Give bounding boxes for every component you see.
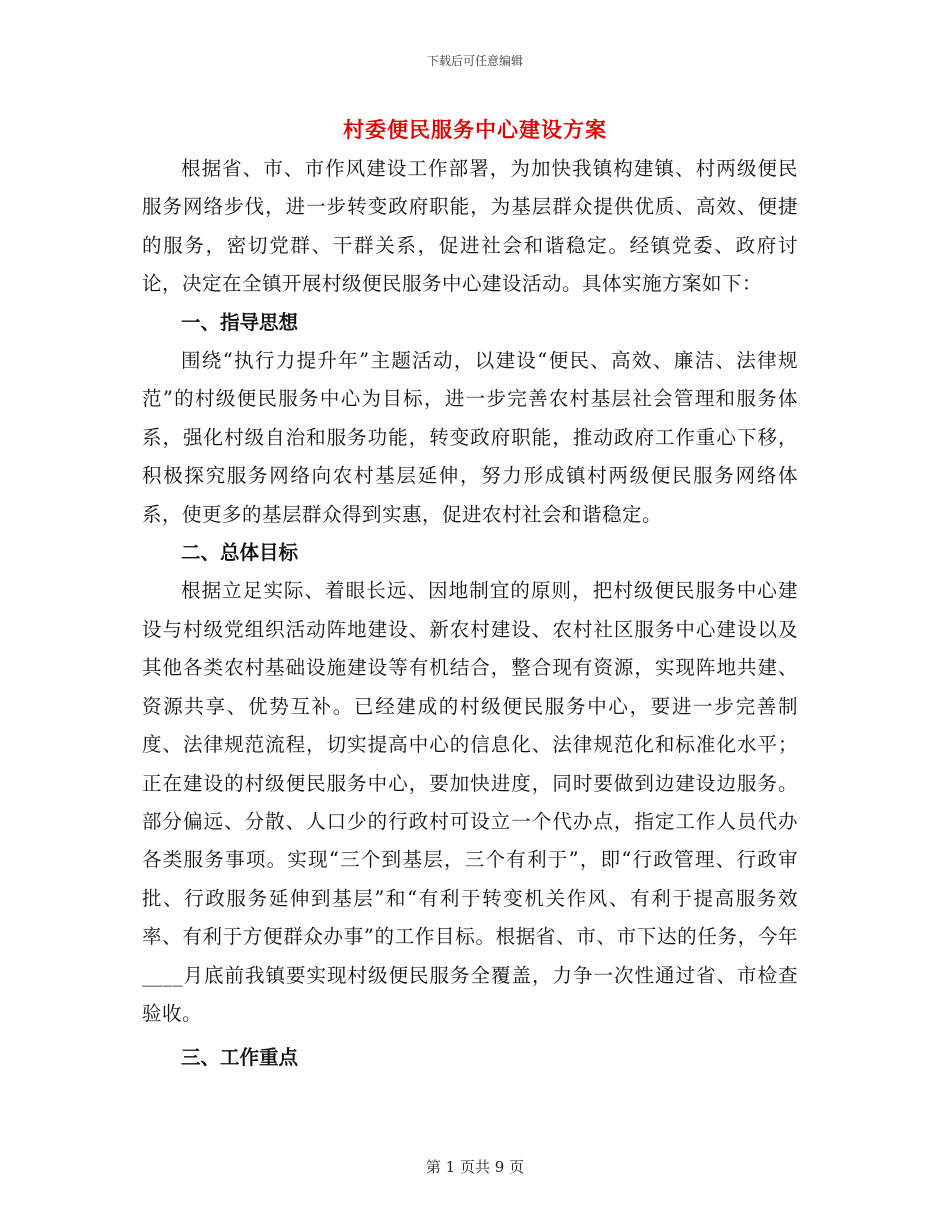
intro-paragraph: 根据省、市、市作风建设工作部署，为加快我镇构建镇、村两级便民服务网络步伐，进一步转变政府职能，为基层群众提供优质、高效、便捷的服务，密切党群、干群关系，促进社会和谐稳定。经镇党委、政府讨论，决定在全镇开展村级便民服务中心建设活动。具体实施方案如下： bbox=[142, 157, 798, 296]
section-heading-2: 二、总体目标 bbox=[181, 541, 299, 565]
section-heading-1: 一、指导思想 bbox=[181, 310, 299, 334]
document-body bbox=[142, 150, 798, 1078]
section-heading-3: 三、工作重点 bbox=[181, 1046, 299, 1070]
document-title: 村委便民服务中心建设方案 bbox=[343, 117, 607, 142]
header-note: 下载后可任意编辑 bbox=[426, 54, 523, 68]
section-body-1: 围绕“执行力提升年”主题活动，以建设“便民、高效、廉洁、法律规范”的村级便民服务中心为目标，进一步完善农村基层社会管理和服务体系，强化村级自治和服务功能，转变政府职能，推动政府工作重心下移，积极探究服务网络向农村基层延伸，努力形成镇村两级便民服务网络体系，使更多的基层群众得到实惠，促进农村社会和谐稳定。 bbox=[142, 349, 798, 526]
page-footer: 第 1 页共 9 页 bbox=[425, 1158, 525, 1176]
section-body-2: 根据立足实际、着眼长远、因地制宜的原则，把村级便民服务中心建设与村级党组织活动阵地建设、新农村建设、农村社区服务中心建设以及其他各类农村基础设施建设等有机结合，整合现有资源，实现阵地共建、资源共享、优势互补。已经建成的村级便民服务中心，要进一步完善制度、法律规范流程，切实提高中心的信息化、法律规范化和标准化水平；正在建设的村级便民服务中心，要加快进度，同时要做到边建设边服务。部分偏远、分散、人口少的行政村可设立一个代办点，指定工作人员代办各类服务事项。实现“三个到基层，三个有利于”，即“行政管理、行政审批、行政服务延伸到基层”和“有利于转变机关作风、有利于提高服务效率、有利于方便群众办事”的工作目标。根据省、市、市下达的任务，今年____月底前我镇要实现村级便民服务全覆盖，力争一次性通过省、市检查验收。 bbox=[142, 579, 798, 1025]
